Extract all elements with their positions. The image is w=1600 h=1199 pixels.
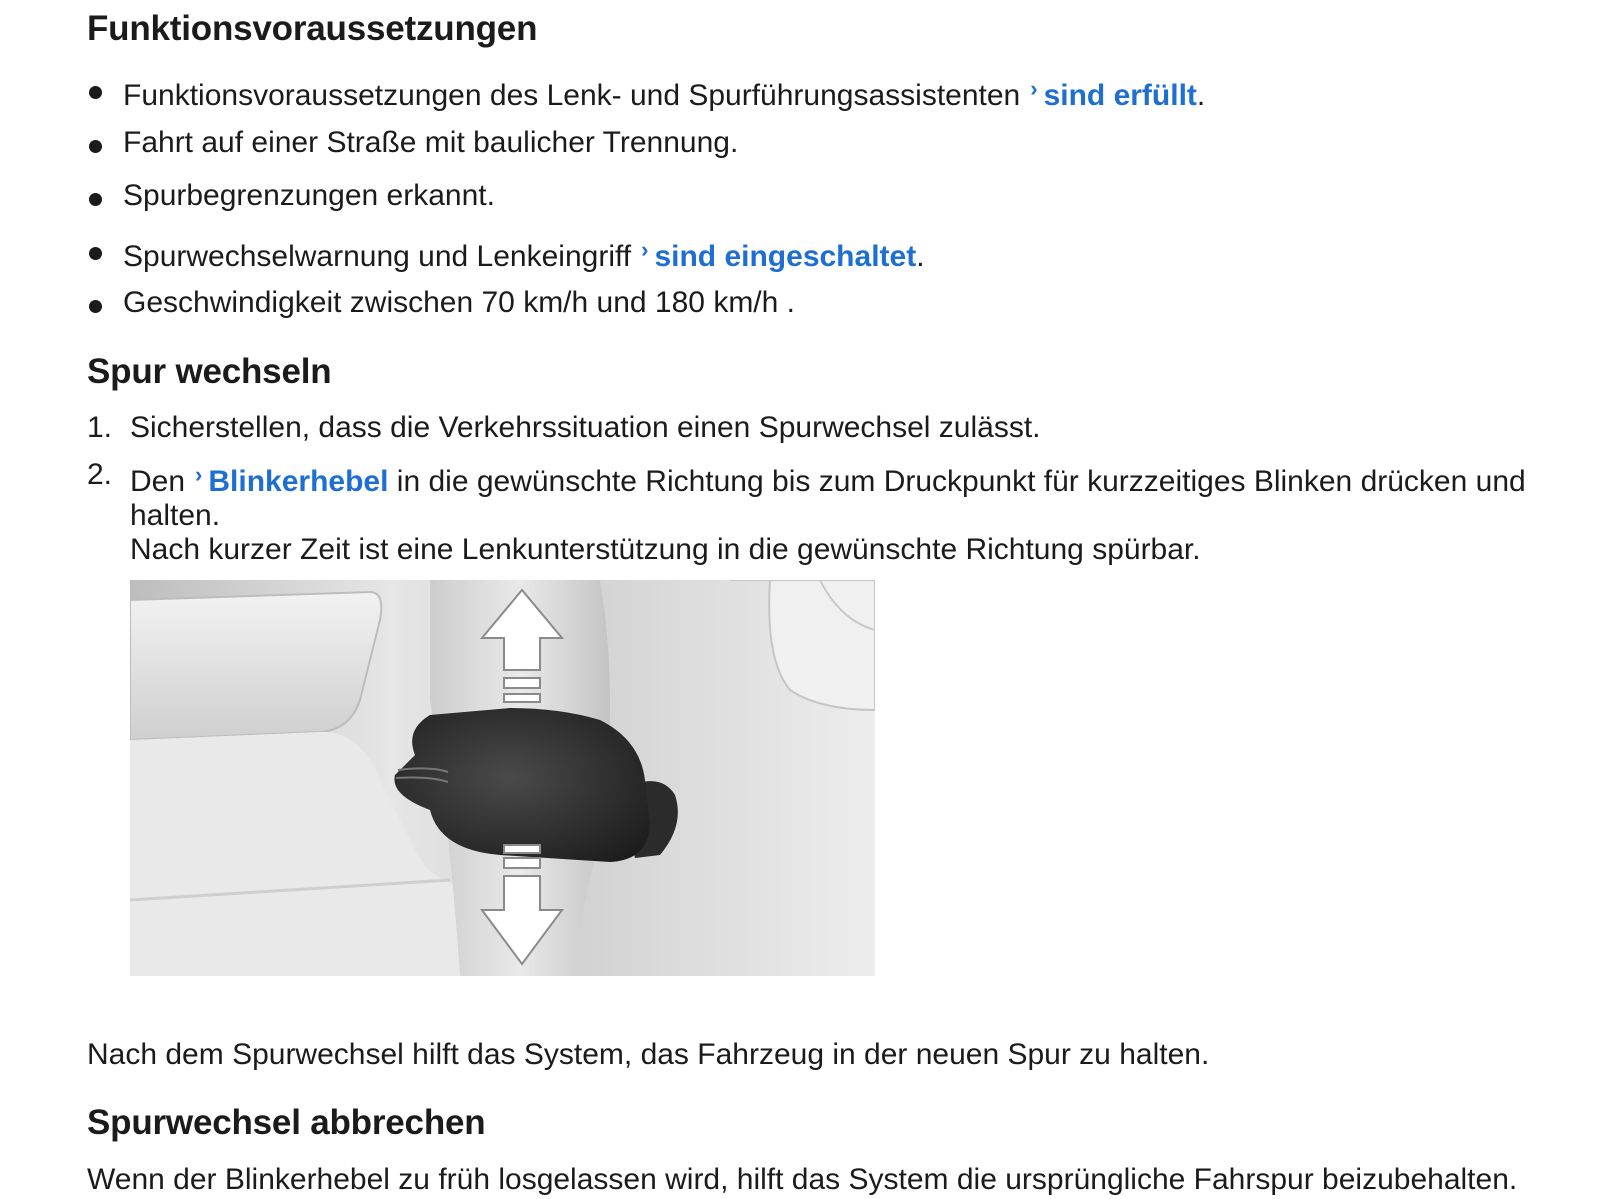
cancel-text: Wenn der Blinkerhebel zu früh losgelassen wird, hilft das System die ursprüngliche Fahrspur beizubehalten. (87, 1163, 1518, 1196)
section-title-change-lane: Spur wechseln (87, 352, 332, 391)
chevron-right-icon: › (195, 462, 203, 487)
step-subtext: Nach kurzer Zeit ist eine Lenkunterstützung in die gewünschte Richtung spürbar. (130, 533, 1201, 566)
after-change-text: Nach dem Spurwechsel hilft das System, das Fahrzeug in der neuen Spur zu halten. (87, 1038, 1210, 1071)
list-item-suffix: . (916, 239, 925, 273)
change-lane-steps (87, 411, 1597, 567)
step-item (87, 458, 1597, 567)
link-sind-eingeschaltet[interactable]: sind eingeschaltet (654, 239, 917, 273)
bullet-icon (89, 247, 102, 260)
list-item-text: Geschwindigkeit zwischen 70 km/h und 180 km/h . (123, 286, 795, 319)
bullet-icon (89, 86, 102, 99)
section-title-requirements: Funktionsvoraussetzungen (87, 9, 538, 48)
step-number: 2. (87, 458, 113, 491)
step-number: 1. (87, 411, 113, 444)
step-item (87, 411, 1597, 458)
list-item-suffix: . (1196, 79, 1206, 112)
section-title-cancel: Spurwechsel abbrechen (87, 1103, 486, 1142)
lever-illustration-svg (130, 580, 875, 976)
link-sind-erfuellt[interactable]: sind erfüllt (1043, 79, 1197, 112)
list-item-text: Fahrt auf einer Straße mit baulicher Trennung. (123, 125, 739, 159)
list-item (87, 119, 1205, 173)
list-item (87, 172, 1205, 226)
bullet-icon (89, 193, 102, 206)
requirements-list (87, 65, 1205, 333)
list-item (87, 65, 1205, 119)
step-main-text: in die gewünschte Richtung bis zum Druckpunkt für kurzzeitiges Blinken drücken und halten. (130, 465, 1526, 532)
step-text (130, 458, 1597, 533)
list-item (87, 226, 1205, 280)
step-prefix: Den (130, 465, 186, 498)
turn-signal-lever-illustration (130, 580, 875, 976)
bullet-icon (89, 300, 102, 313)
chevron-right-icon: › (641, 236, 649, 262)
list-item-text: Funktionsvoraussetzungen des Lenk- und Spurführungsassistenten (123, 79, 1021, 112)
chevron-right-icon: › (1030, 76, 1038, 101)
step-text: Sicherstellen, dass die Verkehrssituation einen Spurwechsel zulässt. (130, 411, 1041, 444)
list-item-text: Spurbegrenzungen erkannt. (123, 179, 495, 212)
bullet-icon (89, 140, 102, 153)
link-blinkerhebel[interactable]: Blinkerhebel (208, 465, 389, 498)
list-item-text: Spurwechselwarnung und Lenkeingriff (123, 239, 632, 273)
list-item (87, 279, 1205, 333)
